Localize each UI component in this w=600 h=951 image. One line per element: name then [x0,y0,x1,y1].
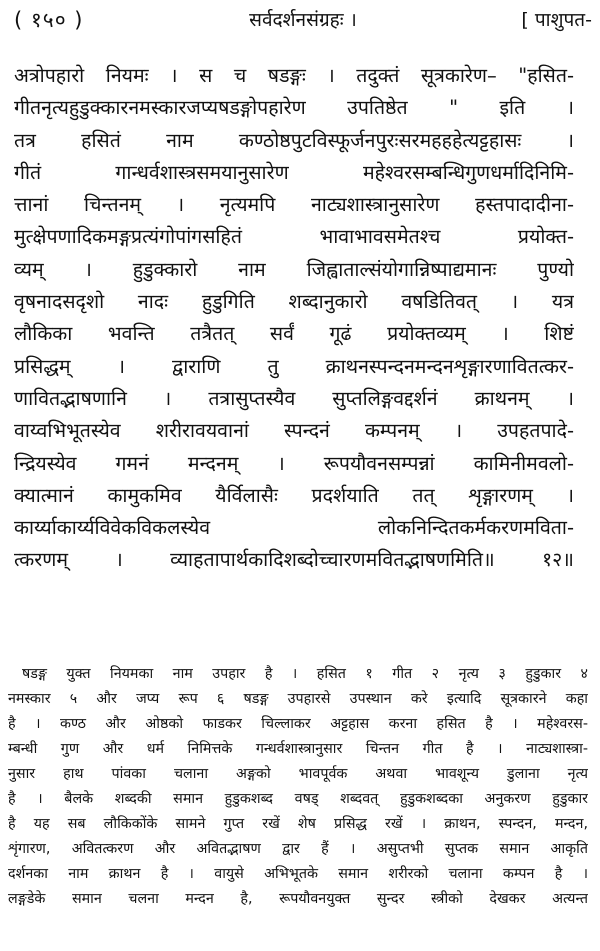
verse-line: प्रसिद्धम् । द्वाराणि तु क्राथनस्पन्दनमन्दनशृङ्गारणावितत्कर- [14,354,574,378]
verse-line: त्तानां चिन्तनम् । नृत्यमपि नाट्यशास्त्रानुसारेण हस्तपादादीना- [14,193,574,217]
commentary-line: नमस्कार ५ और जप्य रूप ६ षडङ्ग उपहारसे उपस्थान करे इत्यादि सूत्रकारने कहा [8,691,588,707]
hindi-commentary-block [8,662,588,912]
verse-line: कार्य्याकार्य्यविवेकविकलस्येव लोकनिन्दितकर्मकरणमविता- [14,516,574,540]
verse-line: वाय्वभिभूतस्येव शरीरावयवानां स्पन्दनं कम्पनम् । उपहतपादे- [14,419,574,443]
commentary-line: लङ्गडेके समान चलना मन्दन है, रूपयौवनयुक्त सुन्दर स्त्रीको देखकर अत्यन्त [8,891,588,907]
commentary-line: नुसार हाथ पांवका चलाना अङ्गको भावपूर्वक अथवा भावशून्य डुलाना नृत्य [8,766,588,782]
verse-line: गीतं गान्धर्वशास्त्रसमयानुसारेण महेश्वरसम्बन्धिगुणधर्मादिनिमि- [14,160,574,184]
running-title: सर्वदर्शनसंग्रहः । [249,9,357,31]
verse-line: मुत्क्षेपणादिकमङ्गप्रत्यंगोपांगसहितं भावाभावसमेतश्च प्रयोक्त- [14,225,574,249]
verse-line: क्यात्मानं कामुकमिव यैर्विलासैः प्रदर्शयाति तत् शृङ्गारणम् । [14,483,574,507]
commentary-line: शृंगारण, अवितत्करण और अवितद्भाषण द्वार हैं । असुप्तभी सुप्तक समान आकृति [8,841,588,857]
page-number: ( १५० ) [14,8,84,32]
commentary-line: म्बन्धी गुण और धर्म निमित्तके गन्धर्वशास्त्रानुसार चिन्तन गीत है । नाट्यशास्त्रा- [8,741,588,757]
verse-line: गीतनृत्यहुडुक्कारनमस्कारजप्यषडङ्गोपहारेण उपतिष्ठेत " इति । [14,96,574,120]
verse-line: त्करणम् । व्याहतापार्थकादिशब्दोच्चारणमवितद्भाषणमिति॥ १२॥ [14,548,574,572]
commentary-line: है यह सब लौकिकोंके सामने गुप्त रखें शेष प्रसिद्ध रखें । क्राथन, स्पन्दन, मन्दन, [8,816,588,832]
section-title: [ पाशुपत- [521,9,592,31]
verse-line: लौकिका भवन्ति तत्रैतत् सर्वं गूढं प्रयोक्तव्यम् । शिष्टं [14,322,574,346]
sanskrit-verse-block [14,60,574,577]
verse-line: तत्र हसितं नाम कण्ठोष्ठपुटविस्फूर्जनपुरःसरमहहहेत्यट्टहासः । [14,128,574,152]
verse-line: वृषनादसदृशो नादः हुडुगिति शब्दानुकारो वषडितिवत् । यत्र [14,290,574,314]
page-header [14,4,592,34]
commentary-line: दर्शनका नाम क्राथन है । वायुसे अभिभूतके समान शरीरको चलाना कम्पन है । [8,866,588,882]
verse-line: अत्रोपहारो नियमः । स च षडङ्गः । तदुक्तं सूत्रकारेण– "हसित- [14,64,574,87]
verse-line: न्द्रियस्येव गमनं मन्दनम् । रूपयौवनसम्पन्नां कामिनीमवलो- [14,451,574,475]
verse-line: व्यम् । हुडुक्कारो नाम जिह्वाताल्संयोगान्निष्पाद्यमानः पुण्यो [14,257,574,281]
verse-line: णावितद्भाषणानि । तत्रासुप्तस्यैव सुप्तलिङ्गवद्दर्शनं क्राथनम् । [14,386,574,410]
commentary-line: षडङ्ग युक्त नियमका नाम उपहार है । हसित १ गीत २ नृत्य ३ हुडुकार ४ [22,666,588,682]
commentary-line: है । बैलके शब्दकी समान हुडुकशब्द वषड् शब्दवत् हुडुकशब्दका अनुकरण हुडुकार [8,791,588,807]
commentary-line: है । कण्ठ और ओष्ठको फाडकर चिल्लाकर अट्टहास करना हसित है । महेश्वरस- [8,716,588,732]
